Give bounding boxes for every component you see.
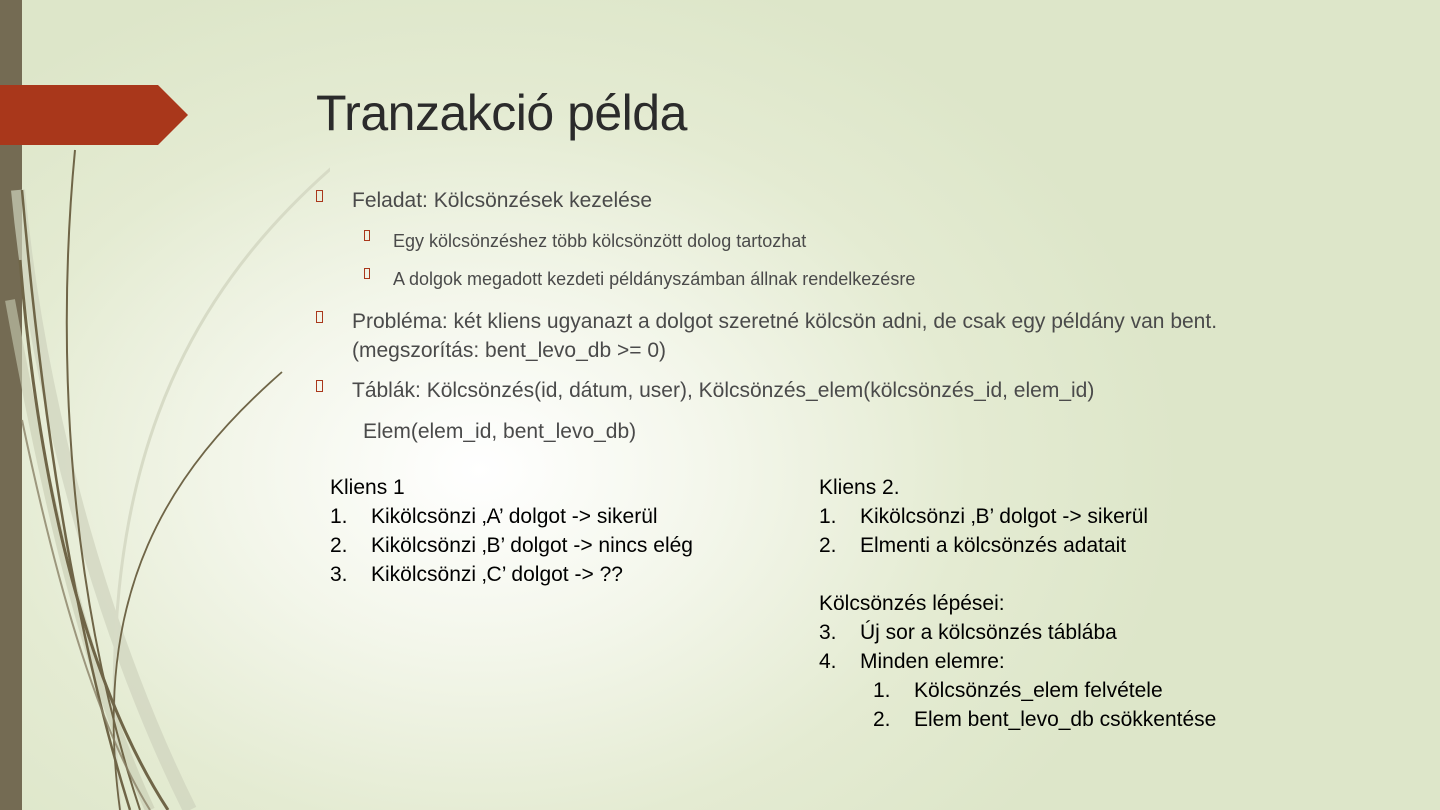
item-text: Új sor a kölcsönzés táblába <box>860 621 1117 644</box>
spacer <box>819 560 1216 589</box>
client2-column <box>819 473 1216 734</box>
list-item <box>819 502 1216 531</box>
square-bullet-icon <box>316 190 323 202</box>
item-text: Elem bent_levo_db csökkentése <box>914 708 1217 731</box>
list-item <box>819 618 1216 647</box>
sub-list-item <box>819 705 1216 734</box>
item-number: 2. <box>330 534 348 557</box>
list-item <box>330 531 693 560</box>
list-item <box>330 560 693 589</box>
item-number: 1. <box>819 505 837 528</box>
item-number: 2. <box>819 534 837 557</box>
list-item <box>330 502 693 531</box>
client2-heading: Kliens 2. <box>819 476 900 499</box>
client1-column <box>330 473 693 589</box>
bullet-item <box>316 186 1366 215</box>
steps-heading: Kölcsönzés lépései: <box>819 592 1005 615</box>
bullet-text: Táblák: Kölcsönzés(id, dátum, user), Kölcsönzés_elem(kölcsönzés_id, elem_id) <box>352 379 1095 402</box>
slide-title: Tranzakció példa <box>316 85 687 141</box>
list-item <box>819 647 1216 676</box>
square-bullet-icon <box>364 230 370 241</box>
bullet-text: A dolgok megadott kezdeti példányszámban állnak rendelkezésre <box>393 269 916 289</box>
bullet-item <box>316 307 1366 365</box>
square-bullet-icon <box>364 268 370 279</box>
bullet-continuation: Elem(elem_id, bent_levo_db) <box>363 420 637 443</box>
bullet-list <box>316 186 1366 446</box>
sub-bullet-item <box>316 267 1366 291</box>
client1-heading: Kliens 1 <box>330 476 405 499</box>
item-number: 3. <box>330 563 348 586</box>
sub-bullet-item <box>316 229 1366 253</box>
sub-list-item <box>819 676 1216 705</box>
item-number: 1. <box>330 505 348 528</box>
item-text: Elmenti a kölcsönzés adatait <box>860 534 1127 557</box>
item-text: Kikölcsönzi ‚B’ dolgot -> nincs elég <box>371 534 693 557</box>
bullet-text: Egy kölcsönzéshez több kölcsönzött dolog tartozhat <box>393 231 807 251</box>
square-bullet-icon <box>316 380 323 392</box>
item-text: Kikölcsönzi ‚C’ dolgot -> ?? <box>371 563 623 586</box>
item-text: Minden elemre: <box>860 650 1005 673</box>
item-number: 3. <box>819 621 837 644</box>
square-bullet-icon <box>316 311 323 323</box>
bullet-item <box>316 376 1366 405</box>
item-number: 1. <box>873 679 891 702</box>
item-number: 2. <box>873 708 891 731</box>
item-text: Kikölcsönzi ‚B’ dolgot -> sikerül <box>860 505 1149 528</box>
bullet-text: Feladat: Kölcsönzések kezelése <box>352 189 652 212</box>
bullet-text: Probléma: két kliens ugyanazt a dolgot szeretné kölcsön adni, de csak egy példány van bent. <box>352 310 1218 333</box>
item-number: 4. <box>819 650 837 673</box>
item-text: Kikölcsönzi ‚A’ dolgot -> sikerül <box>371 505 658 528</box>
item-text: Kölcsönzés_elem felvétele <box>914 679 1163 702</box>
bullet-continuation: (megszorítás: bent_levo_db >= 0) <box>352 339 667 362</box>
list-item <box>819 531 1216 560</box>
title-arrow-tab <box>0 85 188 145</box>
